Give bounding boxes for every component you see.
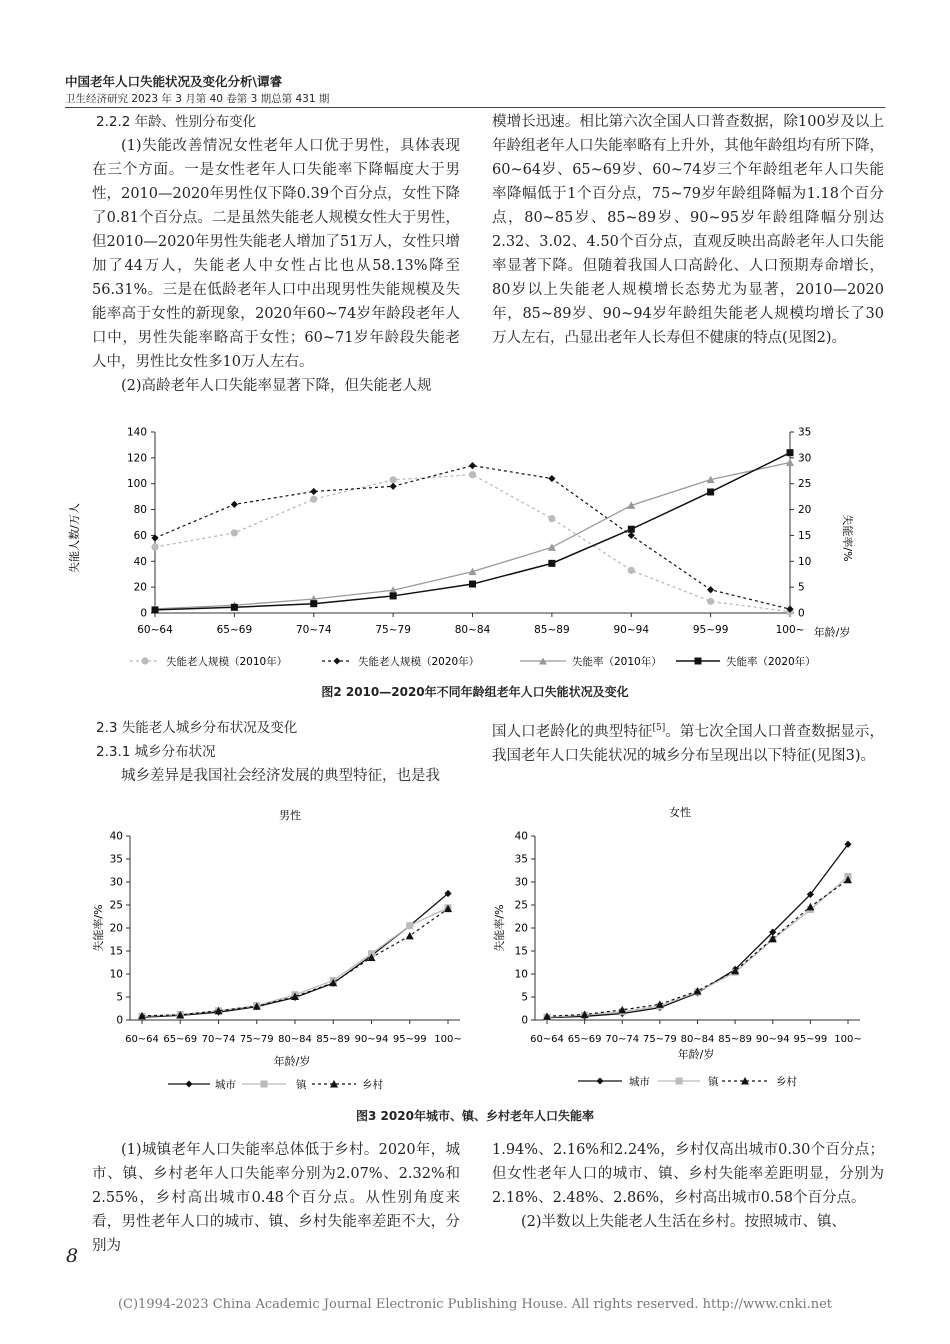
fig3-female-legend-rural: 乡村: [776, 1076, 797, 1088]
paragraph-urban-lower: (1)城镇老年人口失能率总体低于乡村。2020年，城市、镇、乡村老年人口失能率分别为2.07%、2.32%和2.55%，乡村高出城市0.48个百分点。从性别角度来看，男性老年人口的城市、镇、乡村失能率差距不大，分别为: [92, 1142, 460, 1254]
fig3-male-point-1: [406, 922, 413, 929]
fig2-legend-2010-scale: 失能老人规模（2010年）: [166, 656, 288, 668]
fig2-point-1: [310, 488, 317, 495]
right-column-top: [492, 110, 884, 350]
citation-5: [5]: [652, 723, 666, 733]
fig3-female-x-title: 年龄/岁: [677, 1048, 715, 1061]
fig2-right-axis-title: 失能率/%: [841, 514, 854, 562]
fig3-male-y-tick: 20: [109, 922, 123, 935]
fig2-point-3: [152, 606, 159, 613]
fig2-point-1: [628, 532, 635, 539]
fig2-point-0: [548, 515, 555, 522]
paragraph-rural-majority: (2)半数以上失能老人生活在乡村。按照城市、镇、: [521, 1214, 847, 1230]
fig3-male-legend-city: 城市: [215, 1079, 236, 1091]
section-heading-222: 2.2.2 年龄、性别分布变化: [96, 114, 257, 130]
fig3-female-y-tick: 10: [514, 968, 528, 981]
fig2-legend-2020-scale: 失能老人规模（2020年）: [358, 656, 480, 668]
fig2-point-0: [151, 543, 158, 550]
fig2-point-0: [231, 529, 238, 536]
figure-3-caption: 图3 2020年城市、镇、乡村老年人口失能率: [356, 1109, 594, 1123]
fig3-female-title: 女性: [669, 806, 691, 819]
fig3-male-x-tick: 60~64: [125, 1034, 159, 1045]
fig2-point-0: [469, 471, 476, 478]
fig3-female-x-tick: 60~64: [530, 1034, 564, 1045]
fig3-female-legend-city: 城市: [629, 1076, 650, 1088]
fig2-point-3: [628, 526, 635, 533]
fig2-x-tick: 75~79: [375, 624, 411, 636]
fig2-right-tick: 30: [798, 452, 812, 465]
fig2-point-1: [548, 475, 555, 482]
figure-2-chart: [60, 418, 890, 678]
running-title: 中国老年人口失能状况及变化分析\谭睿: [65, 74, 283, 89]
fig3-female-y-tick: 20: [514, 922, 528, 935]
fig2-left-tick: 100: [126, 478, 147, 491]
fig3-male-y-tick: 15: [109, 945, 123, 958]
fig2-legend-2010-rate: 失能率（2010年）: [572, 656, 662, 668]
paragraph-urban-lower-cont: 1.94%、2.16%和2.24%，乡村仅高出城市0.30个百分点；但女性老年人口的城市、镇、乡村失能率差距明显，分别为2.18%、2.48%、2.86%，乡村高出城市0.58个百分点。: [492, 1142, 884, 1206]
fig2-x-tick: 80~84: [454, 624, 491, 636]
fig2-point-0: [707, 598, 714, 605]
copyright-footer: (C)1994-2023 China Academic Journal Electronic Publishing House. All rights reserved. http://www.cnki.net: [117, 1297, 833, 1312]
fig3-female-y-tick: 5: [521, 991, 528, 1004]
fig3-male-y-tick: 40: [109, 830, 123, 843]
left-column-top: [92, 110, 460, 398]
fig2-right-tick: 15: [798, 529, 812, 542]
fig2-right-tick: 35: [798, 426, 812, 439]
journal-info: 卫生经济研究 2023 年 3 月第 40 卷第 3 期总第 431 期: [65, 93, 330, 105]
fig3-female-y-tick: 30: [514, 876, 528, 889]
fig3-female-x-tick: 85~89: [718, 1034, 753, 1045]
fig3-female-y-tick: 40: [514, 830, 528, 843]
fig2-legend-2020-rate: 失能率（2020年）: [726, 656, 816, 668]
fig2-left-tick: 20: [133, 581, 147, 594]
fig3-female-y-tick: 15: [514, 945, 528, 958]
fig2-legend: [130, 655, 816, 668]
fig3-female-y-tick: 0: [521, 1014, 528, 1027]
fig2-x-tick: 70~74: [295, 624, 332, 636]
fig3-male-y-tick: 0: [116, 1014, 123, 1027]
right-column-bottom: [492, 1138, 884, 1234]
fig2-left-tick: 80: [133, 504, 147, 517]
fig3-male-y-tick: 35: [109, 853, 123, 866]
fig2-x-axis-title: 年龄/岁: [813, 626, 851, 639]
page-number: 8: [66, 1245, 79, 1267]
paragraph-urban-rural: 城乡差异是我国社会经济发展的典型特征，也是我: [121, 768, 440, 784]
header-divider: [65, 107, 885, 108]
fig2-point-1: [390, 483, 397, 490]
paragraph-urban-rural-cont: [492, 716, 884, 768]
fig2-right-tick: 5: [798, 581, 805, 594]
fig3-female-x-tick: 65~69: [567, 1034, 602, 1045]
figure-2-caption: 图2 2010—2020年不同年龄组老年人口失能状况及变化: [321, 685, 629, 699]
fig3-male-x-tick: 100~: [434, 1034, 462, 1045]
fig2-point-3: [231, 604, 238, 611]
fig3-female-legend: [578, 1075, 797, 1088]
fig2-left-tick: 140: [126, 426, 147, 439]
fig3-female-y-tick: 25: [514, 899, 528, 912]
fig2-point-3: [548, 560, 555, 567]
fig3-female-x-tick: 100~: [834, 1034, 862, 1045]
fig2-left-tick: 60: [133, 529, 147, 542]
fig2-point-3: [469, 581, 476, 588]
section-heading-231: 2.3.1 城乡分布状况: [96, 744, 216, 760]
paragraph-urban-rural-cont-a: 国人口老龄化的典型特征: [492, 723, 653, 740]
fig2-x-tick: 85~89: [534, 624, 570, 636]
left-column-middle: [92, 716, 460, 788]
fig2-x-tick: 95~99: [692, 624, 729, 636]
fig2-point-2: [786, 459, 794, 467]
fig2-point-0: [310, 496, 317, 503]
right-column-middle: [492, 716, 884, 768]
fig2-point-1: [231, 501, 238, 508]
fig2-right-tick: 0: [798, 607, 805, 620]
figure-3-chart: [60, 800, 890, 1100]
fig2-point-3: [310, 600, 317, 607]
left-column-bottom: [92, 1138, 460, 1258]
fig2-left-tick: 0: [140, 607, 147, 620]
fig3-male-legend-rural: 乡村: [362, 1079, 383, 1091]
fig2-point-3: [390, 592, 397, 599]
fig3-female-y-title: 失能率/%: [493, 904, 506, 952]
paragraph-gender: (1)失能改善情况女性老年人口优于男性，具体表现在三个方面。一是女性老年人口失能率下降幅度大于男性，2010—2020年男性仅下降0.39个百分点，女性下降了0.81个百分点。二是虽然失能老人规模女性大于男性，但2010—2020年男性失能老人增加了51万人，女性只增加了44万人，失能老人中女性占比也从58.13%降至56.31%。三是在低龄老年人口中出现男性失能规模及失能率高于女性的新现象，2020年60~74岁年龄段老年人口中，男性失能率略高于女性；60~71岁年龄段失能老人中，男性比女性多10万人左右。: [92, 138, 460, 370]
fig2-right-tick: 25: [798, 478, 812, 491]
fig3-male-x-tick: 90~94: [354, 1034, 389, 1045]
fig3-female-x-tick: 75~79: [642, 1034, 677, 1045]
fig2-left-axis-title: 失能人数/万人: [68, 503, 81, 573]
fig3-male-y-title: 失能率/%: [92, 904, 105, 952]
fig2-point-3: [787, 449, 794, 456]
fig2-x-tick: 100~: [775, 624, 805, 636]
fig3-male-x-tick: 75~79: [239, 1034, 274, 1045]
fig3-male-y-tick: 25: [109, 899, 123, 912]
fig3-male-x-tick: 70~74: [201, 1034, 236, 1045]
section-heading-23: 2.3 失能老人城乡分布状况及变化: [96, 720, 298, 736]
paragraph-urban-rural-cont-b: 。第七次全国人口普查数据显示，我国老年人口失能状况的城乡分布呈现出以下特征(见图3)。: [492, 723, 884, 764]
fig3-female-y-tick: 35: [514, 853, 528, 866]
fig3-male-x-title: 年龄/岁: [273, 1055, 311, 1068]
fig3-male-x-tick: 80~84: [278, 1034, 312, 1045]
fig3-male-y-tick: 30: [109, 876, 123, 889]
fig3-female-legend-town: 镇: [708, 1076, 719, 1088]
fig3-female-x-tick: 90~94: [755, 1034, 790, 1045]
paragraph-advanced-age-cont: 模增长迅速。相比第六次全国人口普查数据，除100岁及以上年龄组老年人口失能率略有上升外，其他年龄组均有所下降，60~64岁、65~69岁、60~74岁三个年龄组老年人口失能率降幅低于1个百分点，75~79岁年龄组降幅为1.18个百分点，80~85岁、85~89岁、90~95岁年龄组降幅分别达2.32、3.02、4.50个百分点，直观反映出高龄老年人口失能率显著下降。但随着我国人口高龄化、人口预期寿命增长，80岁以上失能老人规模增长态势尤为显著，2010—2020年，85~89岁、90~94岁年龄组失能老人规模均增长了30万人左右，凸显出老年人长寿但不健康的特点(见图2)。: [492, 114, 884, 346]
fig3-male-legend-town: 镇: [296, 1079, 307, 1091]
fig3-female-x-tick: 80~84: [680, 1034, 715, 1045]
fig2-series-line-1: [155, 466, 790, 610]
fig2-left-tick: 40: [133, 555, 147, 568]
fig3-male-point-2: [406, 932, 414, 940]
fig2-right-tick: 10: [798, 555, 812, 568]
fig3-male-title: 男性: [279, 809, 301, 822]
fig2-left-tick: 120: [126, 452, 147, 465]
fig2-x-tick: 60~64: [137, 624, 173, 636]
fig3-female-x-tick: 70~74: [605, 1034, 640, 1045]
fig2-point-1: [707, 586, 714, 593]
fig3-male-legend: [168, 1078, 383, 1091]
fig2-x-tick: 65~69: [216, 624, 253, 636]
fig3-male-x-tick: 65~69: [163, 1034, 198, 1045]
fig2-point-0: [628, 567, 635, 574]
fig3-female-x-tick: 95~99: [793, 1034, 828, 1045]
fig3-male-x-tick: 95~99: [392, 1034, 427, 1045]
fig2-point-3: [707, 488, 714, 495]
fig2-point-0: [390, 476, 397, 483]
fig2-x-tick: 90~94: [613, 624, 650, 636]
fig2-point-2: [548, 543, 556, 551]
fig3-male-y-tick: 5: [116, 991, 123, 1004]
fig3-male-y-tick: 10: [109, 968, 123, 981]
fig2-series-line-0: [155, 475, 790, 612]
fig2-point-1: [469, 462, 476, 469]
paragraph-advanced-age: (2)高龄老年人口失能率显著下降，但失能老人规: [121, 378, 432, 394]
fig2-right-tick: 20: [798, 504, 812, 517]
fig3-male-x-tick: 85~89: [316, 1034, 351, 1045]
